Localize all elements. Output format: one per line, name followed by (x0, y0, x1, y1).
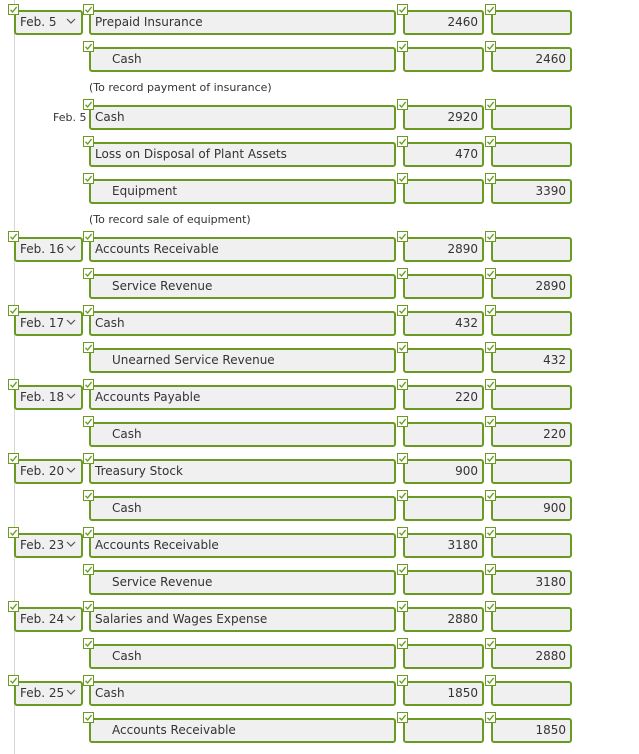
journal-row (0, 310, 639, 340)
check-mark-icon (397, 601, 408, 612)
check-mark-icon (8, 601, 19, 612)
account-value: Accounts Receivable (112, 723, 236, 737)
check-mark-icon (485, 675, 496, 686)
debit-value: 900 (455, 464, 478, 478)
chevron-down-icon (66, 17, 76, 25)
credit-field[interactable] (491, 47, 572, 72)
account-field[interactable] (89, 422, 396, 447)
credit-field[interactable] (491, 10, 572, 35)
credit-value: 2890 (535, 279, 566, 293)
account-value: Cash (95, 110, 125, 124)
check-mark-icon (485, 527, 496, 538)
check-mark-icon (83, 342, 94, 353)
credit-field[interactable] (491, 681, 572, 706)
check-mark-icon (397, 41, 408, 52)
account-value: Salaries and Wages Expense (95, 612, 268, 626)
journal-row (0, 273, 639, 303)
account-value: Prepaid Insurance (95, 15, 203, 29)
account-field[interactable] (89, 311, 396, 336)
date-value: Feb. 5 (20, 15, 57, 29)
account-value: Treasury Stock (95, 464, 183, 478)
journal-row (0, 236, 639, 266)
check-mark-icon (397, 490, 408, 501)
date-select[interactable] (14, 533, 83, 558)
account-field[interactable] (89, 570, 396, 595)
chevron-down-icon (66, 614, 76, 622)
date-value: Feb. 20 (20, 464, 65, 478)
check-mark-icon (485, 712, 496, 723)
check-mark-icon (485, 601, 496, 612)
account-field[interactable] (89, 607, 396, 632)
debit-field[interactable] (403, 607, 484, 632)
debit-field[interactable] (403, 644, 484, 669)
date-value: Feb. 18 (20, 390, 65, 404)
debit-field[interactable] (403, 570, 484, 595)
account-value: Cash (112, 649, 142, 663)
check-mark-icon (397, 675, 408, 686)
entry-note: (To record payment of insurance) (89, 81, 272, 94)
account-field[interactable] (89, 47, 396, 72)
check-mark-icon (397, 4, 408, 15)
credit-field[interactable] (491, 607, 572, 632)
chevron-down-icon (66, 466, 76, 474)
check-mark-icon (397, 268, 408, 279)
date-select[interactable] (14, 385, 83, 410)
debit-field[interactable] (403, 10, 484, 35)
journal-row (0, 141, 639, 171)
debit-value: 2890 (447, 242, 478, 256)
debit-field[interactable] (403, 105, 484, 130)
check-mark-icon (397, 136, 408, 147)
date-value: Feb. 24 (20, 612, 65, 626)
check-mark-icon (83, 99, 94, 110)
debit-field[interactable] (403, 311, 484, 336)
credit-field[interactable] (491, 274, 572, 299)
credit-field[interactable] (491, 385, 572, 410)
journal-row (0, 680, 639, 710)
credit-value: 432 (543, 353, 566, 367)
entry-note: (To record sale of equipment) (89, 213, 251, 226)
check-mark-icon (397, 379, 408, 390)
date-select[interactable] (14, 459, 83, 484)
check-mark-icon (83, 712, 94, 723)
chevron-down-icon (66, 688, 76, 696)
journal-row (0, 458, 639, 488)
debit-field[interactable] (403, 47, 484, 72)
credit-value: 220 (543, 427, 566, 441)
debit-value: 2460 (447, 15, 478, 29)
journal-row (0, 46, 639, 76)
check-mark-icon (83, 379, 94, 390)
journal-row (0, 532, 639, 562)
date-select[interactable] (14, 10, 83, 35)
date-value: Feb. 16 (20, 242, 65, 256)
debit-field[interactable] (403, 681, 484, 706)
debit-value: 2880 (447, 612, 478, 626)
credit-field[interactable] (491, 237, 572, 262)
journal-row (0, 178, 639, 208)
credit-value: 1850 (535, 723, 566, 737)
account-value: Unearned Service Revenue (112, 353, 275, 367)
check-mark-icon (83, 527, 94, 538)
credit-value: 2880 (535, 649, 566, 663)
check-mark-icon (8, 231, 19, 242)
credit-value: 3180 (535, 575, 566, 589)
chevron-down-icon (66, 540, 76, 548)
check-mark-icon (8, 305, 19, 316)
check-mark-icon (397, 712, 408, 723)
account-field[interactable] (89, 274, 396, 299)
check-mark-icon (485, 99, 496, 110)
debit-field[interactable] (403, 142, 484, 167)
check-mark-icon (83, 675, 94, 686)
debit-field[interactable] (403, 496, 484, 521)
check-mark-icon (83, 601, 94, 612)
account-value: Cash (95, 316, 125, 330)
check-mark-icon (485, 342, 496, 353)
date-select[interactable] (14, 681, 83, 706)
check-mark-icon (83, 41, 94, 52)
chevron-down-icon (66, 244, 76, 252)
credit-value: 2460 (535, 52, 566, 66)
date-select[interactable] (14, 311, 83, 336)
journal-row (0, 347, 639, 377)
account-field[interactable] (89, 681, 396, 706)
account-field[interactable] (89, 142, 396, 167)
check-mark-icon (485, 231, 496, 242)
check-mark-icon (397, 173, 408, 184)
check-mark-icon (8, 4, 19, 15)
check-mark-icon (485, 416, 496, 427)
debit-field[interactable] (403, 718, 484, 743)
check-mark-icon (485, 379, 496, 390)
check-mark-icon (485, 564, 496, 575)
debit-field[interactable] (403, 459, 484, 484)
account-field[interactable] (89, 459, 396, 484)
credit-field[interactable] (491, 644, 572, 669)
check-mark-icon (83, 490, 94, 501)
account-field[interactable] (89, 237, 396, 262)
check-mark-icon (397, 99, 408, 110)
journal-row (0, 384, 639, 414)
journal-row (0, 569, 639, 599)
check-mark-icon (485, 136, 496, 147)
account-field[interactable] (89, 10, 396, 35)
debit-value: 470 (455, 147, 478, 161)
credit-field[interactable] (491, 179, 572, 204)
check-mark-icon (83, 564, 94, 575)
date-value: Feb. 17 (20, 316, 65, 330)
credit-field[interactable] (491, 533, 572, 558)
check-mark-icon (397, 305, 408, 316)
account-value: Service Revenue (112, 279, 213, 293)
journal-row (0, 495, 639, 525)
check-mark-icon (83, 416, 94, 427)
account-value: Accounts Receivable (95, 538, 219, 552)
debit-value: 432 (455, 316, 478, 330)
account-value: Service Revenue (112, 575, 213, 589)
debit-field[interactable] (403, 533, 484, 558)
chevron-down-icon (66, 392, 76, 400)
account-value: Equipment (112, 184, 178, 198)
journal-row (0, 421, 639, 451)
journal-row (0, 643, 639, 673)
debit-field[interactable] (403, 179, 484, 204)
check-mark-icon (83, 305, 94, 316)
journal-row (0, 9, 639, 39)
credit-field[interactable] (491, 105, 572, 130)
debit-value: 220 (455, 390, 478, 404)
account-field[interactable] (89, 496, 396, 521)
journal-row (0, 606, 639, 636)
check-mark-icon (8, 379, 19, 390)
credit-field[interactable] (491, 311, 572, 336)
date-select[interactable] (14, 237, 83, 262)
credit-field[interactable] (491, 459, 572, 484)
credit-field[interactable] (491, 718, 572, 743)
check-mark-icon (397, 564, 408, 575)
account-value: Accounts Receivable (95, 242, 219, 256)
check-mark-icon (485, 638, 496, 649)
check-mark-icon (485, 268, 496, 279)
account-value: Cash (112, 427, 142, 441)
check-mark-icon (8, 527, 19, 538)
check-mark-icon (83, 173, 94, 184)
check-mark-icon (397, 453, 408, 464)
debit-field[interactable] (403, 274, 484, 299)
check-mark-icon (83, 638, 94, 649)
account-value: Loss on Disposal of Plant Assets (95, 147, 287, 161)
credit-value: 3390 (535, 184, 566, 198)
account-field[interactable] (89, 533, 396, 558)
debit-value: 1850 (447, 686, 478, 700)
debit-field[interactable] (403, 237, 484, 262)
check-mark-icon (83, 453, 94, 464)
debit-value: 3180 (447, 538, 478, 552)
date-value: Feb. 25 (20, 686, 65, 700)
journal-row (0, 717, 639, 747)
credit-field[interactable] (491, 496, 572, 521)
account-value: Cash (112, 501, 142, 515)
chevron-down-icon (66, 318, 76, 326)
journal-row (0, 104, 639, 134)
account-field[interactable] (89, 385, 396, 410)
account-field[interactable] (89, 644, 396, 669)
account-value: Accounts Payable (95, 390, 201, 404)
debit-field[interactable] (403, 422, 484, 447)
account-value: Cash (95, 686, 125, 700)
date-value: Feb. 23 (20, 538, 65, 552)
credit-field[interactable] (491, 422, 572, 447)
check-mark-icon (397, 231, 408, 242)
check-mark-icon (8, 453, 19, 464)
debit-field[interactable] (403, 385, 484, 410)
check-mark-icon (485, 490, 496, 501)
check-mark-icon (485, 453, 496, 464)
account-field[interactable] (89, 348, 396, 373)
credit-field[interactable] (491, 348, 572, 373)
check-mark-icon (83, 4, 94, 15)
check-mark-icon (485, 305, 496, 316)
account-field[interactable] (89, 718, 396, 743)
check-mark-icon (397, 527, 408, 538)
check-mark-icon (485, 41, 496, 52)
check-mark-icon (397, 638, 408, 649)
check-mark-icon (83, 136, 94, 147)
check-mark-icon (485, 173, 496, 184)
check-mark-icon (83, 231, 94, 242)
credit-value: 900 (543, 501, 566, 515)
account-value: Cash (112, 52, 142, 66)
date-label: Feb. 5 (53, 111, 87, 124)
check-mark-icon (8, 675, 19, 686)
credit-field[interactable] (491, 570, 572, 595)
debit-field[interactable] (403, 348, 484, 373)
check-mark-icon (397, 416, 408, 427)
date-select[interactable] (14, 607, 83, 632)
debit-value: 2920 (447, 110, 478, 124)
account-field[interactable] (89, 179, 396, 204)
check-mark-icon (83, 268, 94, 279)
account-field[interactable] (89, 105, 396, 130)
credit-field[interactable] (491, 142, 572, 167)
check-mark-icon (485, 4, 496, 15)
check-mark-icon (397, 342, 408, 353)
